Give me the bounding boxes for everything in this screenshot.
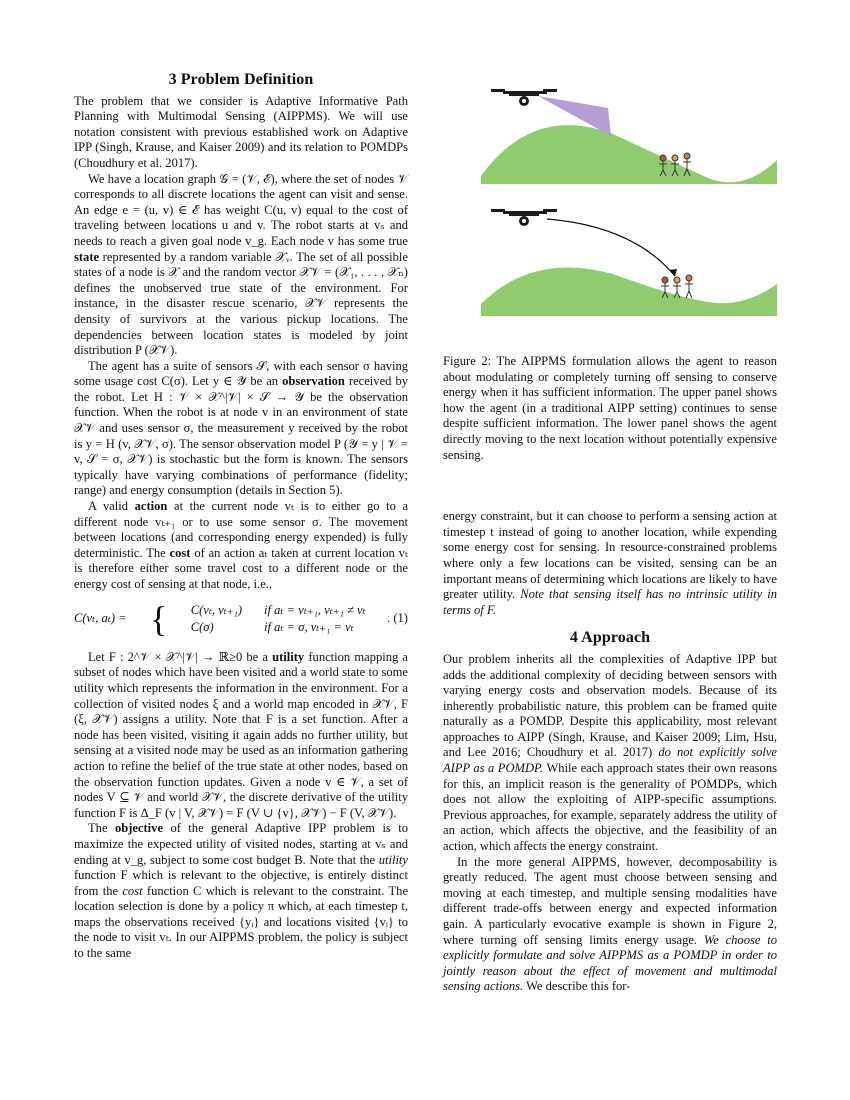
- case-1-value: C(vₜ, vₜ₊₁): [190, 602, 243, 617]
- paragraph: A valid action at the current node vₜ is to either go to a different node vₜ₊₁ or to use some sensor σ. The movement between locations (and corresponding energy expended) is fully deterministic. The cost of an action aₜ taken at current location vₜ is therefore either some travel cost to a different node or the energy cost of sensing at that node, i.e.,: [74, 499, 409, 591]
- left-column: [74, 70, 408, 962]
- figure-2-caption: Figure 2: The AIPPMS formulation allows the agent to reason about modulating or completely turning off sensing to conserve energy when it has sufficient information. The upper panel shows how the agent (in a traditional AIPP setting) continues to sense despite sufficient information. The lower panel shows the agent directly moving to the next location without potentially expensive sensing.: [443, 354, 777, 462]
- figure-2: [443, 84, 777, 344]
- equation-lhs: C(vₜ, aₜ) =: [74, 611, 127, 626]
- case-1-condition: if aₜ = vₜ₊₁, vₜ₊₁ ≠ vₜ: [264, 602, 366, 617]
- paragraph: We have a location graph 𝒢 = (𝒱, ℰ), where the set of nodes 𝒱 corresponds to all discrete locations the agent can visit and sense. An edge e = (u, v) ∈ ℰ has weight C(u, v) equal to the cost of traveling between locations u and v. The robot starts at vₛ and needs to reach a given goal node v_g. Each node v has some true state represented by a random variable 𝒳ᵥ. The set of all possible states of a node is 𝒳 and the random vector 𝒳𝒱 = (𝒳₁, . . . , 𝒳ₙ) defines the unobserved true state of the environment. For instance, in the disaster rescue scenario, 𝒳𝒱 represents the density of survivors at the various pickup locations. The dependencies between location states is modeled by joint distribution P (𝒳𝒱).: [74, 171, 408, 358]
- equation-number: . (1): [387, 611, 408, 626]
- case-2-condition: if aₜ = σ, vₜ₊₁ = vₜ: [264, 620, 354, 635]
- paragraph: The problem that we consider is Adaptive Informative Path Planning with Multimodal Sensing (AIPPMS). We will use notation consistent with previous established work on Adaptive IPP (Singh, Krause, and Kaiser 2009) and its relation to POMDPs (Choudhury et al. 2017).: [74, 93, 408, 170]
- paragraph: In the more general AIPPMS, however, decomposability is greatly reduced. The agent must choose between sensing and moving at each timestep, and multiple sensing modalities have different trade-offs between energy and expected information gain. A particularly evocative example is shown in Figure 2, where turning off sensing limits energy usage. We choose to explicitly formulate and solve AIPPMS as a POMDP in order to jointly reason about the effect of movement and multimodal sensing actions. We describe this for-: [443, 854, 777, 994]
- equation-cases: [191, 603, 366, 636]
- drone-icon: [491, 209, 557, 226]
- paragraph: Our problem inherits all the complexities of Adaptive IPP but adds the additional complexity of deciding between sensors with varying energy costs and observation models. Because of its inherently probabilistic nature, this problem can be framed quite naturally as a POMDP. Despite this applicability, most relevant approaches to AIPP (Singh, Krause, and Kaiser 2009; Lim, Hsu, and Lee 2016; Choudhury et al. 2017) do not explicitly solve AIPP as a POMDP. While each approach states their own reasons for this, an implicit reason is the generality of POMDPs, which does not allow the exploiting of AIPP-specific assumptions. Previous approaches, for example, separately address the utility of an action, which affects the objective, and the feasibility of an action, which affects the energy constraint.: [443, 651, 778, 854]
- case-2-value: C(σ): [190, 620, 214, 635]
- right-column: [443, 84, 777, 995]
- brace: {: [150, 599, 168, 640]
- arrow-head-icon: [669, 269, 677, 276]
- equation-1: [74, 599, 408, 640]
- movement-arrow: [547, 219, 675, 276]
- spacer: [443, 463, 777, 509]
- drone-icon: [491, 89, 557, 106]
- upper-hill: [481, 125, 777, 184]
- paragraph: energy constraint, but it can choose to perform a sensing action at timestep t instead of going to another location, while expending some energy cost for sensing. In resource-constrained problems where only a few locations can be visited, sensing can be an important means of determining which locations are likely to have greater utility. Note that sensing itself has no intrinsic utility in terms of F.: [443, 509, 777, 617]
- paragraph: Let F : 2^𝒱 × 𝒳^|𝒱| → ℝ≥0 be a utility function mapping a subset of nodes which have been visited and a world state to some utility which represents the information in the environment. For a collection of visited nodes ξ and a world map encoded in 𝒳𝒱, F (ξ, 𝒳𝒱) assigns a utility. Note that F is a set function. After a node has been visited, visiting it again adds no further utility, but sensing at a visited node may be used as an information gathering action to refine the belief of the true state at other nodes, based on the observation function updates. Given a node v ∈ 𝒱, a set of nodes V ⊆ 𝒱 and world 𝒳𝒱, the discrete derivative of the utility function F is Δ_F (v | V, 𝒳𝒱) = F (V ∪ {v}, 𝒳𝒱) − F (V, 𝒳𝒱).: [74, 649, 408, 820]
- section-heading-problem-definition: 3 Problem Definition: [168, 71, 314, 88]
- figure-2-illustration: [443, 84, 777, 344]
- section-heading-approach: 4 Approach: [569, 629, 651, 647]
- lower-hill: [481, 267, 777, 316]
- paragraph: The objective of the general Adaptive IPP problem is to maximize the expected utility of visited nodes, starting at vₛ and ending at v_g, subject to some cost budget B. Note that the utility function F which is relevant to the objective, is entirely distinct from the cost function C which is relevant to the constraint. The location selection is done by a policy π which, at each timestep t, maps the observations received {yᵢ} and locations visited {vᵢ} to the node to visit vₜ. In our AIPPMS problem, the policy is subject to the same: [74, 821, 409, 961]
- survivors-icon: [661, 275, 693, 298]
- paragraph: The agent has a suite of sensors 𝒮, with each sensor σ having some usage cost C(σ). Let y ∈ 𝒴 be an observation received by the robot. Let H : 𝒱 × 𝒳^|𝒱| × 𝒮 → 𝒴 be the observation function. When the robot is at node v in an environment of state 𝒳𝒱 and uses sensor σ, the measurement y received by the robot is y = H (v, 𝒳𝒱, σ). The sensor observation model P (𝒴 = y | 𝒱 = v, 𝒮 = σ, 𝒳𝒱) is stochastic but the form is known. The sensors typically have varying combinations of performance (fidelity; range) and energy consumption (details in Section 5).: [74, 358, 408, 498]
